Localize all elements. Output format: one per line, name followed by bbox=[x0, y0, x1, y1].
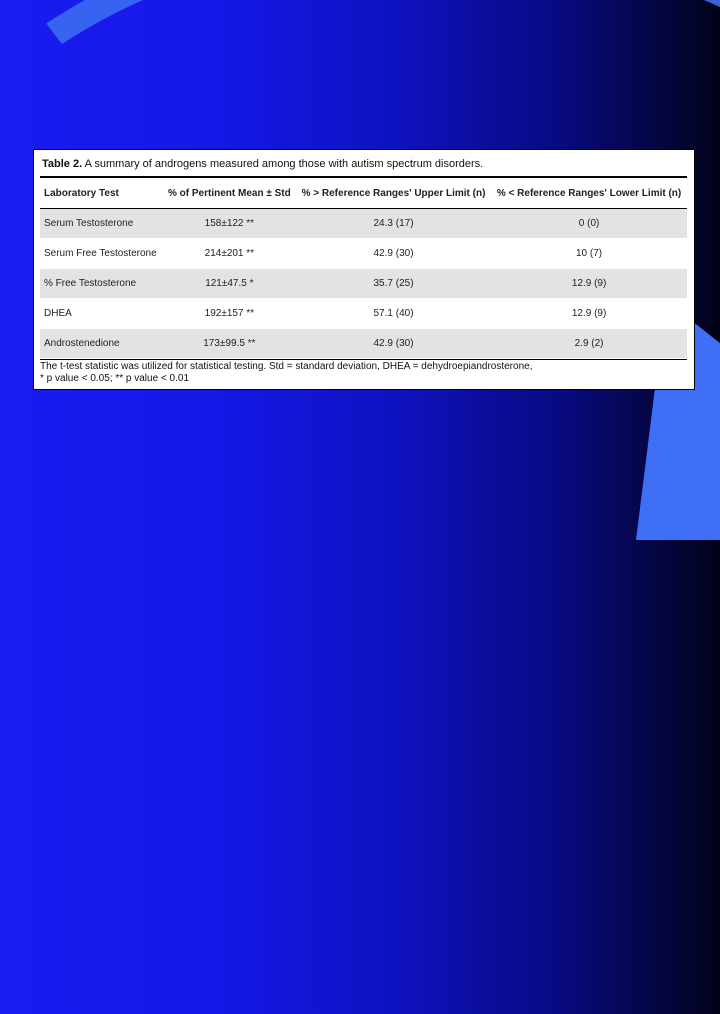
table-cell: 12.9 (9) bbox=[491, 269, 687, 299]
table-cell: DHEA bbox=[40, 299, 163, 329]
table-footnote bbox=[40, 359, 687, 385]
table-title: Table 2. A summary of androgens measured among those with autism spectrum disorders. bbox=[42, 158, 484, 170]
table-cell: 173±99.5 ** bbox=[163, 329, 296, 359]
table-cell: Serum Free Testosterone bbox=[40, 239, 163, 269]
header-laboratory-test: Laboratory Test bbox=[40, 177, 163, 209]
table-cell: 214±201 ** bbox=[163, 239, 296, 269]
table-cell: 2.9 (2) bbox=[491, 329, 687, 359]
table-cell: 12.9 (9) bbox=[491, 299, 687, 329]
footnote-line-2: * p value < 0.05; ** p value < 0.01 bbox=[40, 373, 189, 384]
header-lower-limit: % < Reference Ranges' Lower Limit (n) bbox=[491, 177, 687, 209]
footnote-line-1: The t-test statistic was utilized for statistical testing. Std = standard deviation, DHEA = dehydroepiandrosterone, bbox=[40, 361, 533, 372]
table-cell: 0 (0) bbox=[491, 209, 687, 239]
androgen-table bbox=[40, 176, 687, 359]
table-row bbox=[40, 239, 687, 269]
table-cell: 35.7 (25) bbox=[296, 269, 491, 299]
table-cell: 42.9 (30) bbox=[296, 239, 491, 269]
table-row bbox=[40, 269, 687, 299]
table-cell: Serum Testosterone bbox=[40, 209, 163, 239]
table-cell: 24.3 (17) bbox=[296, 209, 491, 239]
table-cell: 10 (7) bbox=[491, 239, 687, 269]
table-row bbox=[40, 209, 687, 239]
table-cell: 192±157 ** bbox=[163, 299, 296, 329]
header-pertinent-mean: % of Pertinent Mean ± Std bbox=[163, 177, 296, 209]
table-cell: 121±47.5 * bbox=[163, 269, 296, 299]
table-cell: 57.1 (40) bbox=[296, 299, 491, 329]
table-cell: 158±122 ** bbox=[163, 209, 296, 239]
table-panel bbox=[33, 149, 695, 390]
table-row bbox=[40, 329, 687, 359]
table-cell: 42.9 (30) bbox=[296, 329, 491, 359]
table-row bbox=[40, 299, 687, 329]
table-cell: Androstenedione bbox=[40, 329, 163, 359]
header-upper-limit: % > Reference Ranges' Upper Limit (n) bbox=[296, 177, 491, 209]
table-cell: % Free Testosterone bbox=[40, 269, 163, 299]
table-header-row bbox=[40, 177, 687, 209]
